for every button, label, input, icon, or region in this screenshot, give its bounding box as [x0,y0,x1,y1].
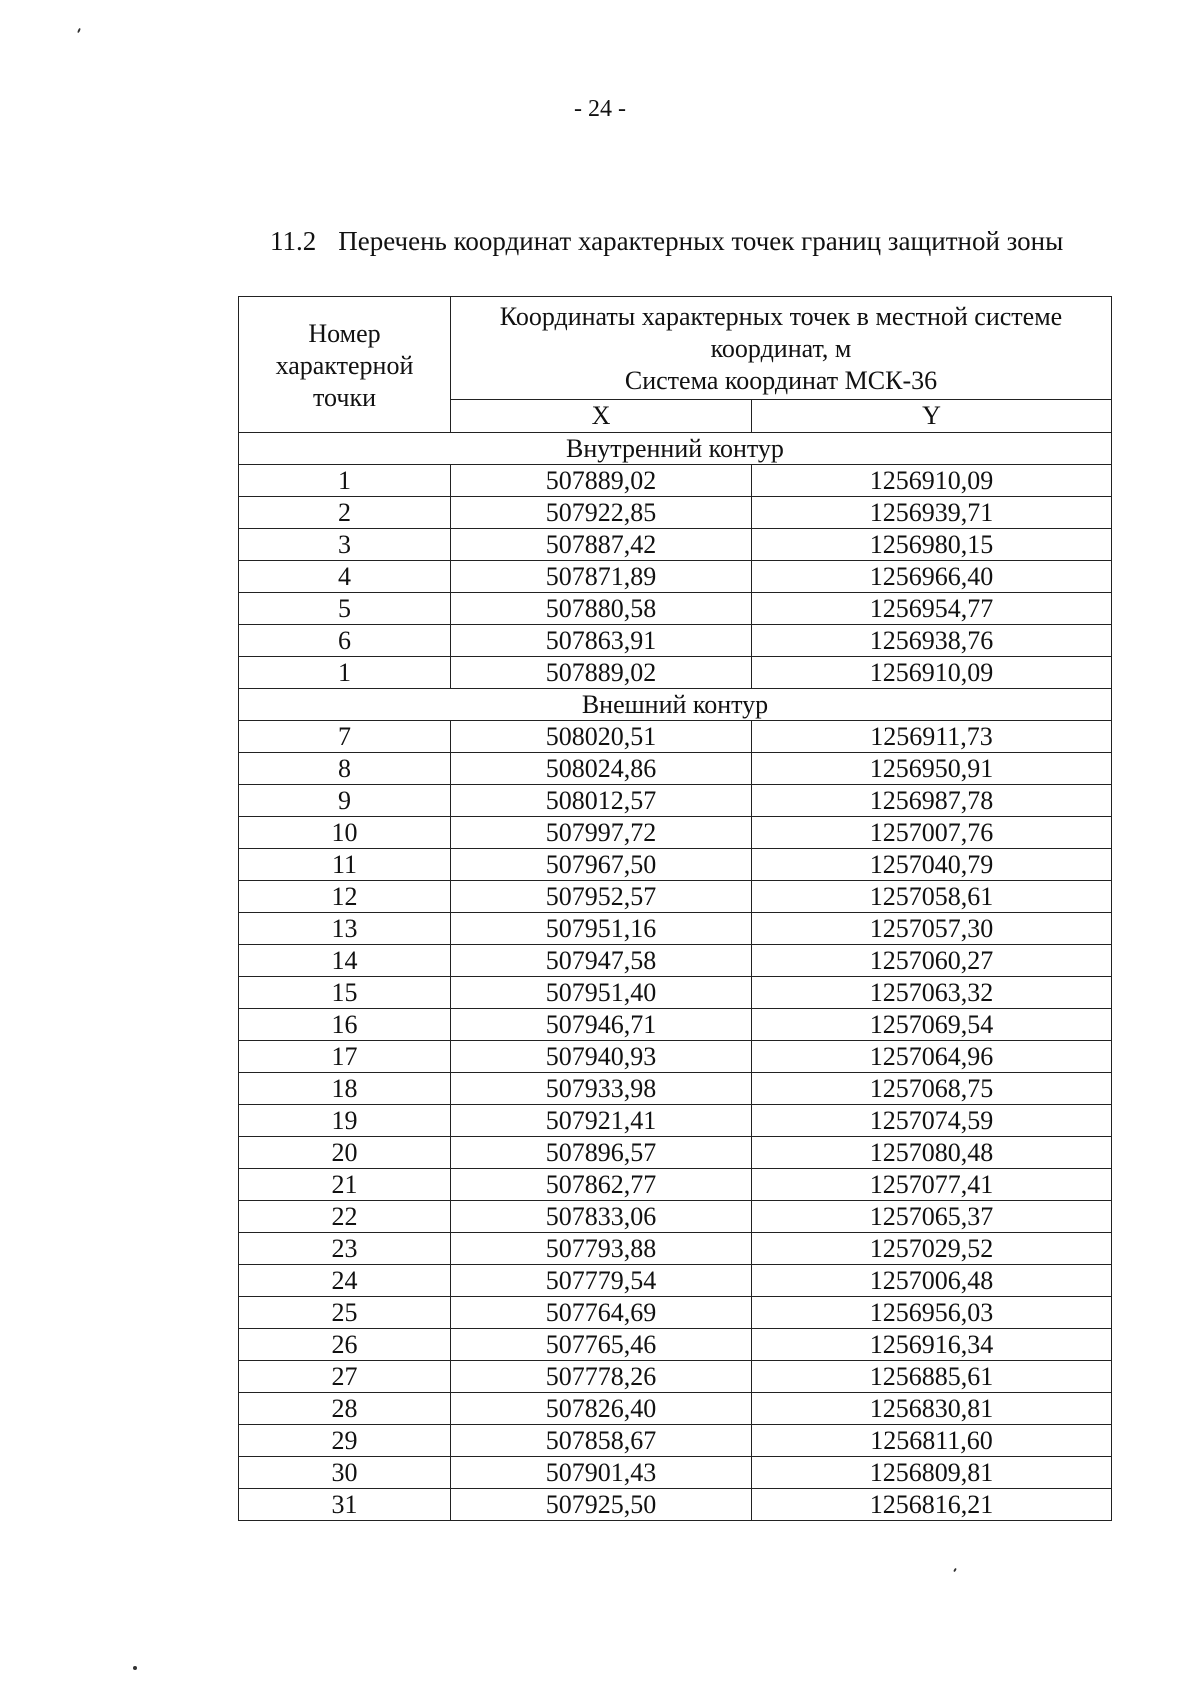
table-row [239,1361,1112,1393]
point-number-cell: 1 [239,657,451,689]
y-coordinate-cell: 1257080,48 [752,1137,1112,1169]
point-number-cell: 30 [239,1457,451,1489]
point-number-cell: 9 [239,785,451,817]
table-row [239,657,1112,689]
y-coordinate-cell: 1256830,81 [752,1393,1112,1425]
table-row [239,721,1112,753]
point-number-cell: 10 [239,817,451,849]
x-coordinate-cell: 507901,43 [451,1457,752,1489]
y-coordinate-cell: 1257060,27 [752,945,1112,977]
x-coordinate-cell: 507826,40 [451,1393,752,1425]
table-row [239,1457,1112,1489]
y-coordinate-cell: 1256911,73 [752,721,1112,753]
x-coordinate-cell: 507833,06 [451,1201,752,1233]
table-row [239,1137,1112,1169]
point-number-cell: 27 [239,1361,451,1393]
table-row [239,561,1112,593]
section-number: 11.2 [270,226,317,256]
x-coordinate-cell: 507940,93 [451,1041,752,1073]
x-coordinate-cell: 507952,57 [451,881,752,913]
y-coordinate-cell: 1256916,34 [752,1329,1112,1361]
point-number-header-line: Номер [308,318,381,348]
table-row [239,1329,1112,1361]
x-coordinate-cell: 507951,16 [451,913,752,945]
point-number-cell: 12 [239,881,451,913]
point-number-cell: 20 [239,1137,451,1169]
x-coordinate-cell: 507778,26 [451,1361,752,1393]
table-row [239,1073,1112,1105]
y-coordinate-cell: 1257069,54 [752,1009,1112,1041]
y-coordinate-cell: 1256966,40 [752,561,1112,593]
x-coordinate-cell: 508024,86 [451,753,752,785]
section-title-text: Перечень координат характерных точек границ защитной зоны [338,226,1064,256]
table-row [239,1233,1112,1265]
y-coordinate-cell: 1257063,32 [752,977,1112,1009]
table-row [239,465,1112,497]
x-coordinate-cell: 507779,54 [451,1265,752,1297]
table-row [239,625,1112,657]
table-row [239,1041,1112,1073]
x-coordinate-cell: 507967,50 [451,849,752,881]
y-coordinate-cell: 1256954,77 [752,593,1112,625]
y-coordinate-cell: 1256809,81 [752,1457,1112,1489]
y-coordinate-cell: 1257068,75 [752,1073,1112,1105]
point-number-cell: 29 [239,1425,451,1457]
table-row [239,1009,1112,1041]
x-coordinate-cell: 507922,85 [451,497,752,529]
point-number-cell: 22 [239,1201,451,1233]
point-number-cell: 8 [239,753,451,785]
table-row [239,497,1112,529]
point-number-cell: 16 [239,1009,451,1041]
point-number-header-line: точки [313,382,376,412]
point-number-cell: 24 [239,1265,451,1297]
x-coordinate-cell: 507858,67 [451,1425,752,1457]
point-number-cell: 14 [239,945,451,977]
point-number-cell: 1 [239,465,451,497]
point-number-cell: 5 [239,593,451,625]
table-row [239,1393,1112,1425]
y-coordinate-cell: 1256980,15 [752,529,1112,561]
coordinates-header [451,297,1112,400]
point-number-header-line: характерной [275,350,414,380]
table-row [239,785,1112,817]
y-coordinate-cell: 1257077,41 [752,1169,1112,1201]
x-coordinate-cell: 507925,50 [451,1489,752,1521]
x-coordinate-cell: 507997,72 [451,817,752,849]
x-coordinate-cell: 507889,02 [451,465,752,497]
x-coordinate-cell: 507880,58 [451,593,752,625]
table-body [239,433,1112,1521]
y-coordinate-cell: 1257064,96 [752,1041,1112,1073]
x-coordinate-cell: 507863,91 [451,625,752,657]
point-number-cell: 11 [239,849,451,881]
y-coordinate-cell: 1256956,03 [752,1297,1112,1329]
y-coordinate-cell: 1256987,78 [752,785,1112,817]
point-number-cell: 17 [239,1041,451,1073]
x-coordinate-cell: 507947,58 [451,945,752,977]
table-row [239,849,1112,881]
y-coordinate-cell: 1257040,79 [752,849,1112,881]
table-row [239,593,1112,625]
y-coordinate-cell: 1256938,76 [752,625,1112,657]
coordinates-header-line: Система координат МСК-36 [624,366,938,395]
y-coordinate-cell: 1256910,09 [752,465,1112,497]
section-row [239,433,1112,465]
point-number-cell: 13 [239,913,451,945]
point-number-cell: 31 [239,1489,451,1521]
y-coordinate-cell: 1256939,71 [752,497,1112,529]
y-column-header: Y [752,400,1112,433]
y-coordinate-cell: 1257074,59 [752,1105,1112,1137]
point-number-cell: 18 [239,1073,451,1105]
table-row [239,1425,1112,1457]
point-number-header [239,297,451,433]
table-row [239,913,1112,945]
coordinates-header-line: Координаты характерных точек в местной системе [499,302,1063,331]
table-row [239,881,1112,913]
table-row [239,1297,1112,1329]
table-row [239,977,1112,1009]
point-number-cell: 28 [239,1393,451,1425]
y-coordinate-cell: 1257058,61 [752,881,1112,913]
y-coordinate-cell: 1256885,61 [752,1361,1112,1393]
point-number-cell: 21 [239,1169,451,1201]
table-row [239,753,1112,785]
point-number-cell: 7 [239,721,451,753]
y-coordinate-cell: 1256811,60 [752,1425,1112,1457]
table-row [239,1169,1112,1201]
y-coordinate-cell: 1257007,76 [752,817,1112,849]
y-coordinate-cell: 1257057,30 [752,913,1112,945]
table-row [239,945,1112,977]
table-row [239,1489,1112,1521]
x-coordinate-cell: 507921,41 [451,1105,752,1137]
x-coordinate-cell: 507946,71 [451,1009,752,1041]
y-coordinate-cell: 1256950,91 [752,753,1112,785]
section-row [239,689,1112,721]
point-number-cell: 25 [239,1297,451,1329]
section-title [270,226,1063,257]
y-coordinate-cell: 1257029,52 [752,1233,1112,1265]
page-number: - 24 - [574,96,626,122]
x-coordinate-cell: 507887,42 [451,529,752,561]
x-coordinate-cell: 507793,88 [451,1233,752,1265]
point-number-cell: 19 [239,1105,451,1137]
table-row [239,1201,1112,1233]
x-coordinate-cell: 507765,46 [451,1329,752,1361]
x-coordinate-cell: 507896,57 [451,1137,752,1169]
x-coordinate-cell: 508020,51 [451,721,752,753]
point-number-cell: 6 [239,625,451,657]
coordinates-table [238,296,1112,1521]
x-coordinate-cell: 507951,40 [451,977,752,1009]
point-number-cell: 15 [239,977,451,1009]
table-header [239,297,1112,433]
coordinates-header-line: координат, м [710,334,852,363]
y-coordinate-cell: 1256816,21 [752,1489,1112,1521]
table-row [239,1265,1112,1297]
point-number-cell: 4 [239,561,451,593]
table-row [239,529,1112,561]
y-coordinate-cell: 1256910,09 [752,657,1112,689]
x-coordinate-cell: 507862,77 [451,1169,752,1201]
table-row [239,817,1112,849]
x-coordinate-cell: 507871,89 [451,561,752,593]
point-number-cell: 23 [239,1233,451,1265]
point-number-cell: 3 [239,529,451,561]
y-coordinate-cell: 1257065,37 [752,1201,1112,1233]
x-coordinate-cell: 507764,69 [451,1297,752,1329]
point-number-cell: 2 [239,497,451,529]
point-number-cell: 26 [239,1329,451,1361]
table-row [239,1105,1112,1137]
section-heading: Внешний контур [239,689,1112,721]
section-heading: Внутренний контур [239,433,1112,465]
x-coordinate-cell: 508012,57 [451,785,752,817]
x-column-header: X [451,400,752,433]
x-coordinate-cell: 507889,02 [451,657,752,689]
x-coordinate-cell: 507933,98 [451,1073,752,1105]
y-coordinate-cell: 1257006,48 [752,1265,1112,1297]
